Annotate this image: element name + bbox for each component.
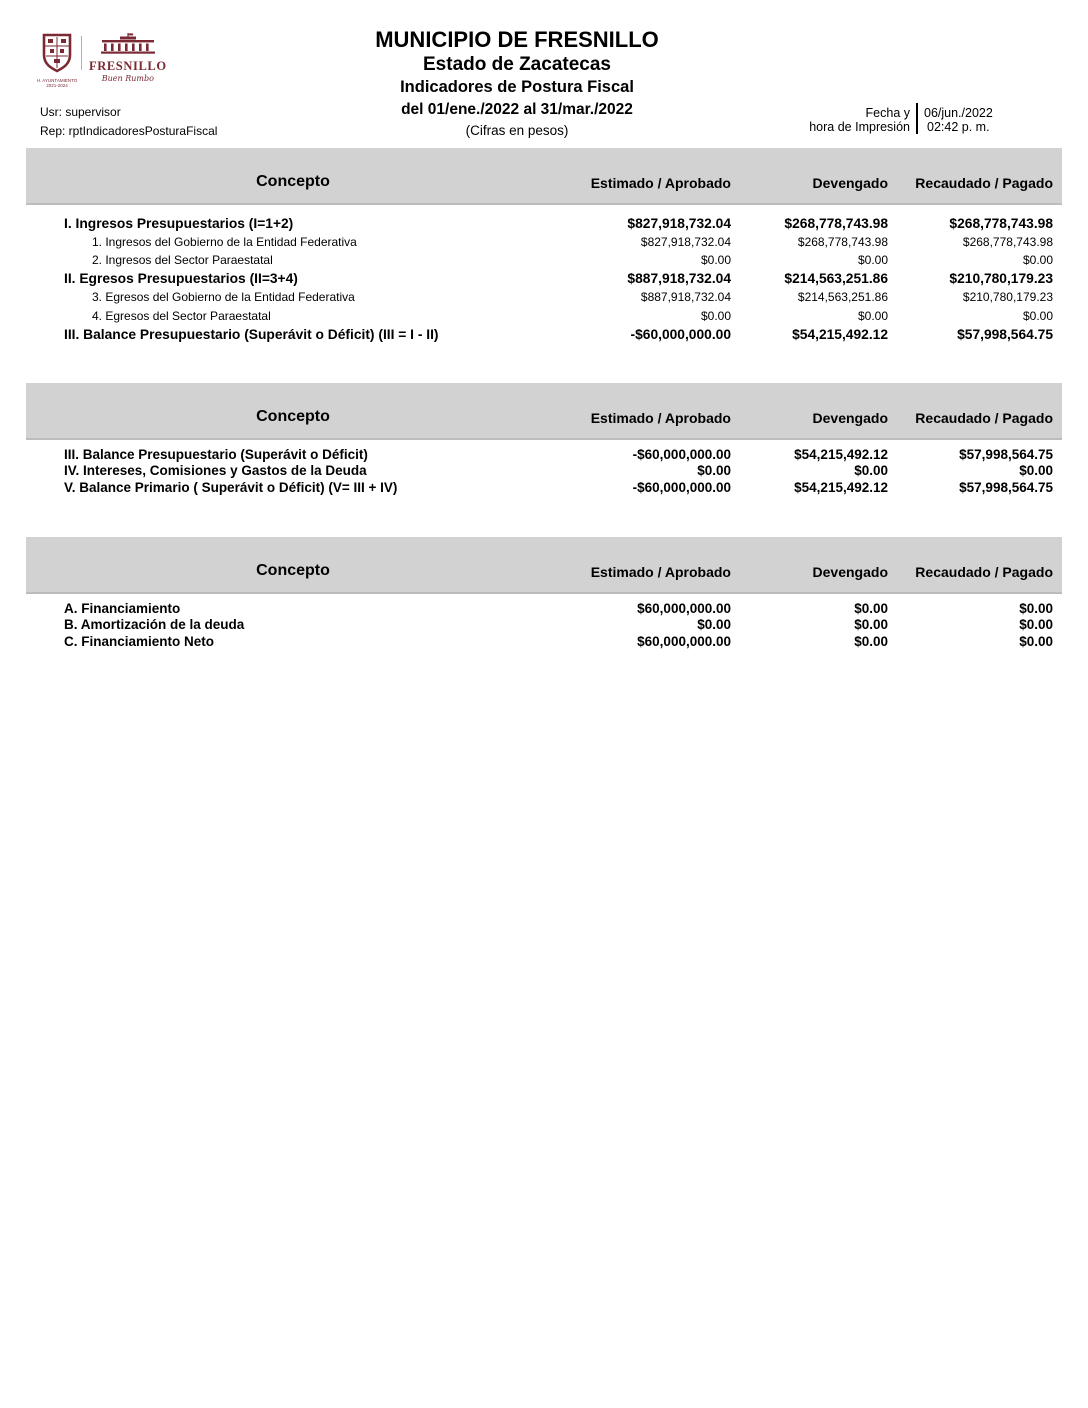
table-body <box>26 440 1062 496</box>
row-value: $0.00 <box>1022 253 1053 268</box>
print-divider <box>916 103 918 134</box>
table-row <box>26 617 1062 634</box>
table-row <box>26 463 1062 480</box>
print-datetime-block <box>793 103 993 134</box>
table-row <box>26 307 1062 326</box>
row-value: $0.00 <box>1019 617 1053 633</box>
row-value: $214,563,251.86 <box>797 290 888 305</box>
row-value: -$60,000,000.00 <box>632 446 731 462</box>
column-header-recaudado: Recaudado / Pagado <box>915 564 1053 580</box>
table-header <box>26 537 1062 594</box>
row-value: $60,000,000.00 <box>637 600 731 616</box>
state-subtitle: Estado de Zacatecas <box>423 54 611 75</box>
row-value: $887,918,732.04 <box>627 271 731 287</box>
row-value: $0.00 <box>1019 633 1053 649</box>
column-header-recaudado: Recaudado / Pagado <box>915 175 1053 191</box>
row-label: 1. Ingresos del Gobierno de la Entidad Federativa <box>92 234 357 249</box>
row-value: $54,215,492.12 <box>792 326 888 342</box>
row-value: $0.00 <box>700 308 731 323</box>
row-value: $0.00 <box>1022 308 1053 323</box>
row-value: $0.00 <box>1019 463 1053 479</box>
municipality-title: MUNICIPIO DE FRESNILLO <box>375 27 659 52</box>
table-row <box>26 288 1062 307</box>
row-label: C. Financiamiento Neto <box>64 633 215 649</box>
row-value: $0.00 <box>854 463 888 479</box>
row-value: $268,778,743.98 <box>797 234 888 249</box>
crest-caption-line1: H. AYUNTAMIENTO <box>36 78 78 83</box>
row-value: $0.00 <box>700 253 731 268</box>
table-row <box>26 214 1062 233</box>
row-label: II. Egresos Presupuestarios (II=3+4) <box>64 271 298 287</box>
row-label: III. Balance Presupuestario (Superávit o Déficit) (III = I - II) <box>64 326 439 342</box>
row-value: $268,778,743.98 <box>949 215 1053 231</box>
row-label: B. Amortización de la deuda <box>64 617 245 633</box>
column-header-devengado: Devengado <box>812 564 888 580</box>
column-header-devengado: Devengado <box>812 410 888 426</box>
column-header-concepto: Concepto <box>256 562 330 579</box>
row-value: $0.00 <box>1019 600 1053 616</box>
table-row <box>26 251 1062 270</box>
row-value: $210,780,179.23 <box>962 290 1053 305</box>
column-header-estimado: Estimado / Aprobado <box>590 175 731 191</box>
logo-tagline: Buen Rumbo <box>101 74 154 83</box>
fiscal-table-balance <box>26 383 1062 496</box>
table-header <box>26 383 1062 440</box>
row-value: $827,918,732.04 <box>640 234 731 249</box>
report-period: del 01/ene./2022 al 31/mar./2022 <box>401 101 633 118</box>
table-row <box>26 600 1062 617</box>
row-label: IV. Intereses, Comisiones y Gastos de la Deuda <box>64 463 367 479</box>
column-header-devengado: Devengado <box>812 175 888 191</box>
row-value: $0.00 <box>697 617 731 633</box>
column-header-estimado: Estimado / Aprobado <box>590 410 731 426</box>
report-id-label: Rep: rptIndicadoresPosturaFiscal <box>40 124 218 138</box>
row-value: $827,918,732.04 <box>627 215 731 231</box>
print-datetime-values <box>924 103 993 134</box>
meta-left <box>40 103 217 140</box>
column-header-concepto: Concepto <box>256 408 330 425</box>
row-value: -$60,000,000.00 <box>632 479 731 495</box>
row-value: $268,778,743.98 <box>784 215 888 231</box>
print-label-line1: Fecha y <box>865 106 910 120</box>
column-header-concepto: Concepto <box>256 173 330 190</box>
row-value: $0.00 <box>857 253 888 268</box>
table-body <box>26 205 1062 344</box>
row-label: III. Balance Presupuestario (Superávit o Déficit) <box>64 446 368 462</box>
report-title: Indicadores de Postura Fiscal <box>400 78 634 96</box>
print-date: 06/jun./2022 <box>924 106 993 120</box>
row-value: $210,780,179.23 <box>949 271 1053 287</box>
crest-caption-line2: 2021-2024 <box>46 83 68 88</box>
row-value: $57,998,564.75 <box>957 326 1053 342</box>
row-label: 2. Ingresos del Sector Paraestatal <box>92 253 273 268</box>
row-value: $268,778,743.98 <box>962 234 1053 249</box>
row-value: $0.00 <box>854 600 888 616</box>
row-label: V. Balance Primario ( Superávit o Déficit) (V= III + IV) <box>64 479 398 495</box>
table-row <box>26 446 1062 463</box>
row-value: $54,215,492.12 <box>794 446 888 462</box>
table-header <box>26 148 1062 205</box>
row-value: -$60,000,000.00 <box>630 326 731 342</box>
print-datetime-label <box>793 103 910 134</box>
row-value: $57,998,564.75 <box>959 446 1053 462</box>
row-value: $0.00 <box>697 463 731 479</box>
table-body <box>26 594 1062 650</box>
table-row <box>26 325 1062 344</box>
row-value: $214,563,251.86 <box>784 271 888 287</box>
row-value: $887,918,732.04 <box>640 290 731 305</box>
table-row <box>26 270 1062 289</box>
user-label: Usr: supervisor <box>40 105 121 119</box>
logo-name: FRESNILLO <box>89 59 167 73</box>
column-header-recaudado: Recaudado / Pagado <box>915 410 1053 426</box>
row-value: $0.00 <box>854 617 888 633</box>
table-row <box>26 479 1062 496</box>
fiscal-table-financiamiento <box>26 537 1062 650</box>
row-label: A. Financiamiento <box>64 600 181 616</box>
table-row <box>26 633 1062 650</box>
row-value: $60,000,000.00 <box>637 633 731 649</box>
row-label: I. Ingresos Presupuestarios (I=1+2) <box>64 215 294 231</box>
row-value: $54,215,492.12 <box>794 479 888 495</box>
row-label: 3. Egresos del Gobierno de la Entidad Federativa <box>92 290 355 305</box>
fiscal-table-ingresos-egresos <box>26 148 1062 344</box>
row-value: $0.00 <box>854 633 888 649</box>
table-row <box>26 233 1062 252</box>
units-note: (Cifras en pesos) <box>465 123 569 138</box>
print-label-line2: hora de Impresión <box>809 119 910 134</box>
row-label: 4. Egresos del Sector Paraestatal <box>92 308 271 323</box>
column-header-estimado: Estimado / Aprobado <box>590 564 731 580</box>
row-value: $0.00 <box>857 308 888 323</box>
row-value: $57,998,564.75 <box>959 479 1053 495</box>
print-time: 02:42 p. m. <box>927 119 990 134</box>
